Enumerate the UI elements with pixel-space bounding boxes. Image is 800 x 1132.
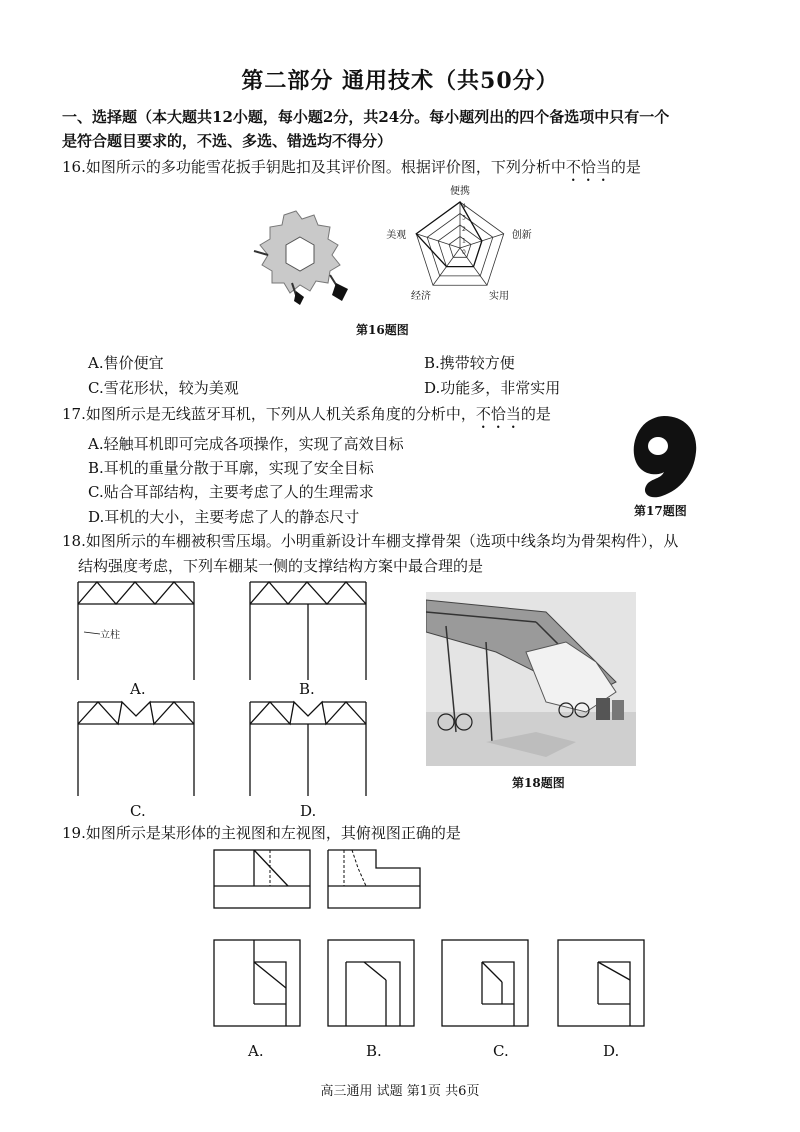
radar-axis-label: 创新 [511,229,532,241]
q19-option-a-diagram [212,938,304,1030]
bluetooth-earphone-image [628,412,700,500]
q18-option-b-diagram [246,580,376,682]
q17-option-b: B.耳机的重量分散于耳廓，实现了安全目标 [88,459,374,477]
page-footer: 高三通用 试题 第1页 共6页 [320,1084,480,1099]
q18-caption: 第18题图 [512,776,565,790]
q16-option-a: A.售价便宜 [88,354,164,372]
q16-option-d: D.功能多，非常实用 [424,379,561,397]
q17-option-a: A.轻触耳机即可完成各项操作，实现了高效目标 [88,435,404,453]
radar-tick-label: 0 [462,249,466,256]
q19-option-c-diagram [440,938,532,1030]
radar-axis-label: 便携 [450,186,470,197]
radar-axis-label: 经济 [410,291,431,303]
q18-stem-line2: 结构强度考虑，下列车棚某一侧的支撑结构方案中最合理的是 [78,557,484,575]
radar-axis-label: 实用 [489,291,510,303]
q18-option-a-label: A. [130,680,146,698]
q19-stem: 19.如图所示是某形体的主视图和左视图，其俯视图正确的是 [62,824,461,842]
section-instructions-line1: 一、选择题（本大题共12小题，每小题2分，共24分。每小题列出的四个备选项中只有一个 [62,108,670,126]
q19-option-b-diagram [326,938,418,1030]
column-label: 立柱 [100,630,120,641]
radar-tick-label: 1 [462,237,466,245]
q16-stem-emphasis: 不恰当 [565,158,611,176]
snowflake-wrench-image [244,205,356,305]
q19-option-d-diagram [556,938,648,1030]
q19-option-b-label: B. [366,1042,382,1060]
q18-option-d-label: D. [300,802,317,820]
q17-stem: 17.如图所示是无线蓝牙耳机，下列从人机关系角度的分析中，不恰当的是 [62,405,551,423]
q18-option-c-diagram [74,700,204,800]
q18-option-d-diagram [246,700,376,800]
radar-axis-label: 美观 [386,229,407,241]
page-title: 第二部分 通用技术（共50分） [241,68,559,94]
q19-option-d-label: D. [603,1042,620,1060]
q19-front-view [212,848,314,912]
radar-rating-polygon [416,202,482,267]
q19-left-view [326,848,428,912]
section-instructions-line2: 是符合题目要求的，不选、多选、错选均不得分） [62,132,393,150]
q17-option-c: C.贴合耳部结构，主要考虑了人的生理需求 [88,483,374,501]
q19-option-c-label: C. [493,1042,509,1060]
collapsed-carport-photo [426,592,636,766]
q16-option-c: C.雪花形状，较为美观 [88,379,239,397]
q17-caption: 第17题图 [634,504,687,518]
radar-tick-label: 4 [462,203,466,210]
q18-option-c-label: C. [130,802,146,820]
radar-tick-label: 2 [462,226,466,233]
q18-stem-line1: 18.如图所示的车棚被积雪压塌。小明重新设计车棚支撑骨架（选项中线条均为骨架构件），从 [62,532,679,550]
q19-option-a-label: A. [248,1042,264,1060]
q16-option-b: B.携带较方便 [424,354,515,372]
radar-tick-label: 3 [462,214,466,222]
q17-stem-emphasis: 不恰当 [475,405,521,423]
evaluation-radar-chart [370,182,550,314]
q16-caption: 第16题图 [356,323,409,337]
q18-option-a-diagram [74,580,204,682]
q16-stem: 16.如图所示的多功能雪花扳手钥匙扣及其评价图。根据评价图，下列分析中不恰当的是 [62,158,641,176]
q17-option-d: D.耳机的大小，主要考虑了人的静态尺寸 [88,508,360,526]
q18-option-b-label: B. [299,680,315,698]
